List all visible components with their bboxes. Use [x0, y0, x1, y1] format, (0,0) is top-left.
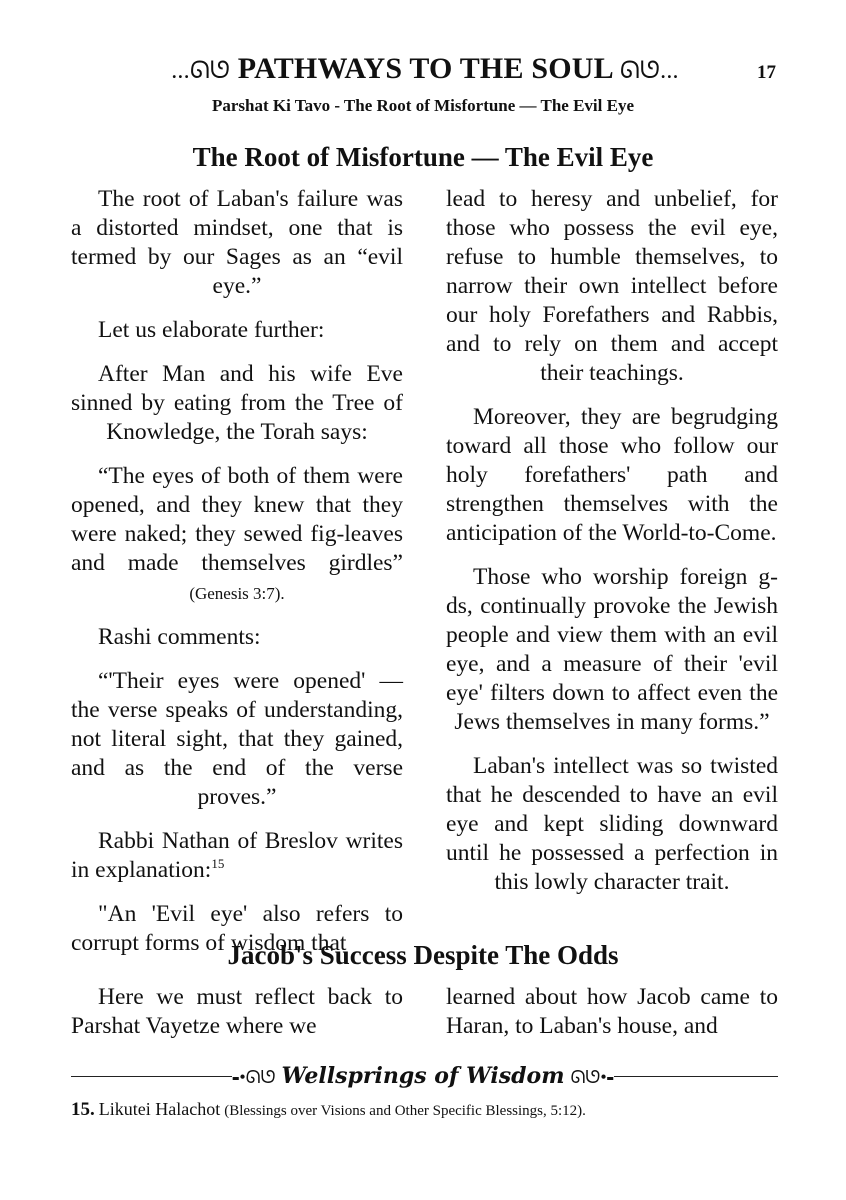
footnote-marker: 15	[211, 856, 225, 872]
paragraph: lead to heresy and unbelief, for those who possess the evil eye, refuse to humble themselves, to narrow their own intellect before our holy Forefathers and Rabbis, and to rely on them and accept their teachings.	[446, 186, 778, 386]
paragraph: Rashi comments:	[98, 624, 261, 650]
paragraph: "An 'Evil eye' also refers to corrupt forms of wisdom that	[71, 901, 403, 956]
section-title: Jacob's Success Despite The Odds	[227, 940, 619, 970]
paragraph: “'Their eyes were opened' — the verse speaks of understanding, not literal sight, that they gained, and as the end of the verse proves.”	[71, 668, 403, 810]
paragraph: Those who worship foreign g-ds, continually provoke the Jewish people and view them with an evil eye, and a measure of their 'evil eye' filters down to affect even the Jews themselves in many forms.”	[446, 564, 778, 735]
footer-brand	[0, 1063, 846, 1089]
paragraph: learned about how Jacob came to Haran, to Laban's house, and	[446, 984, 778, 1039]
ornament-left-icon: ⁃•ᘏᘎ	[232, 1067, 276, 1087]
running-title-text: PATHWAYS TO THE SOUL	[237, 52, 613, 85]
paragraph: Moreover, they are begrudging toward all those who follow our holy forefathers' path and strengthen themselves with the anticipation of the World-to-Come.	[446, 404, 778, 546]
paragraph	[71, 462, 403, 608]
paragraph: Let us elaborate further:	[98, 317, 325, 343]
running-title	[130, 52, 720, 86]
quote-text: “The eyes of both of them were opened, and they knew that they were naked; they sewed fig-leaves and made themselves girdles”	[71, 463, 403, 576]
footnote-source: Likutei Halachot	[98, 1099, 221, 1119]
paragraph-text: Rabbi Nathan of Breslov writes in explanation:	[71, 828, 403, 883]
page-header	[0, 52, 846, 92]
left-column-2	[71, 983, 403, 1041]
ornament-right-icon: ᘏᘎ...	[619, 58, 679, 84]
right-column	[446, 185, 778, 897]
page-number: 17	[757, 62, 776, 83]
citation: (Genesis 3:7).	[189, 584, 285, 603]
paragraph	[71, 827, 403, 885]
left-column	[71, 185, 403, 958]
paragraph: Laban's intellect was so twisted that he descended to have an evil eye and kept sliding downward until he possessed a perfection in this lowly character trait.	[446, 753, 778, 895]
right-column-2	[446, 983, 778, 1041]
running-subtitle: Parshat Ki Tavo - The Root of Misfortune — The Evil Eye	[211, 96, 635, 115]
footnote-number: 15.	[71, 1099, 95, 1120]
footnote-detail: (Blessings over Visions and Other Specific Blessings, 5:12).	[224, 1103, 586, 1119]
footnote	[71, 1099, 781, 1121]
ornament-left-icon: ...ᘏᘎ	[171, 58, 231, 84]
paragraph: The root of Laban's failure was a distorted mindset, one that is termed by our Sages as an “evil eye.”	[71, 186, 403, 299]
paragraph: Here we must reflect back to Parshat Vayetze where we	[71, 984, 403, 1039]
ornament-right-icon: ᘏᘎ•⁃	[570, 1067, 614, 1087]
section-title: The Root of Misfortune — The Evil Eye	[192, 142, 654, 172]
footer-brand-text: Wellsprings of Wisdom	[276, 1063, 571, 1089]
paragraph: After Man and his wife Eve sinned by eating from the Tree of Knowledge, the Torah says:	[71, 361, 403, 445]
